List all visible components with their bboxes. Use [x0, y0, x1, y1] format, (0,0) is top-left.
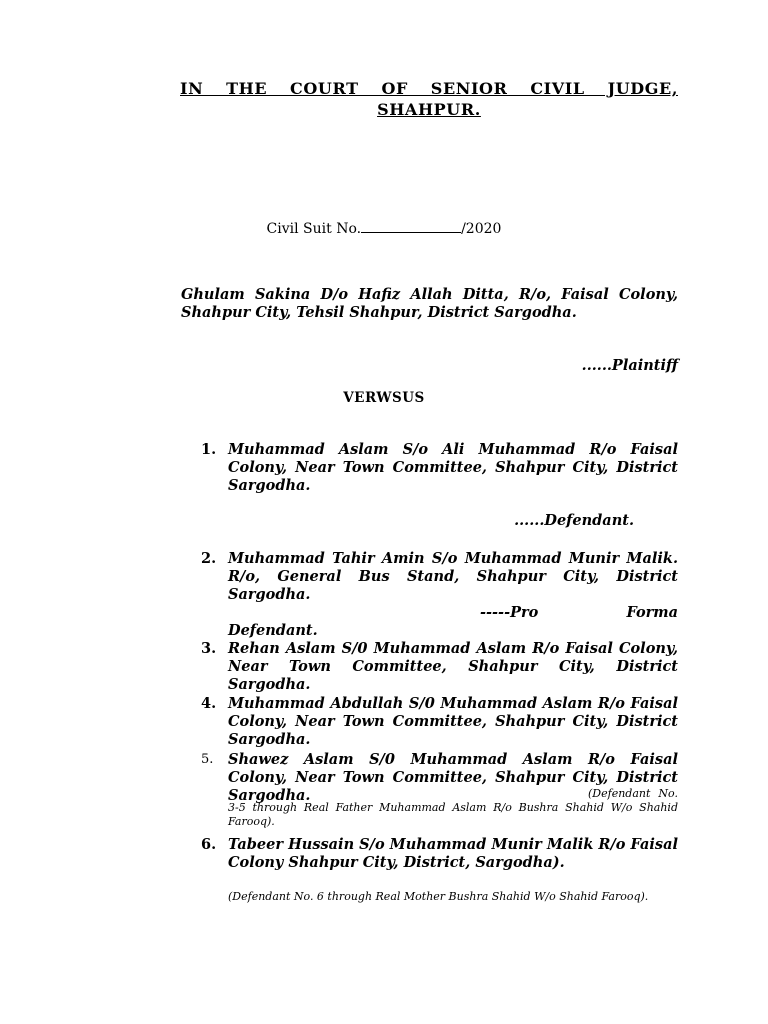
plaintiff-details: Ghulam Sakina D/o Hafiz Allah Ditta, R/o, Faisal Colony, Shahpur City, Tehsil Shahpur, District Sargodha.	[181, 286, 678, 321]
defendant-2-details: Muhammad Tahir Amin S/o Muhammad Munir Malik. R/o, General Bus Stand, Shahpur City, District Sargodha.	[228, 550, 678, 603]
defendant-3-details: Rehan Aslam S/0 Muhammad Aslam R/o Faisal Colony, Near Town Committee, Shahpur City, District Sargodha.	[228, 640, 678, 693]
civil-suit-number	[0, 220, 768, 238]
pro-forma-part3: Defendant.	[228, 622, 318, 639]
pro-forma-part2: Forma	[626, 604, 678, 621]
defendant-2-number: 2.	[201, 550, 217, 567]
suit-number-blank	[361, 220, 461, 233]
court-title-line2: SHAHPUR.	[377, 100, 481, 119]
suit-suffix: /2020	[461, 221, 502, 237]
defendant-6-details: Tabeer Hussain S/o Muhammad Munir Malik R/o Faisal Colony Shahpur City, District, Sargodha).	[228, 836, 678, 871]
defendant-6-note: (Defendant No. 6 through Real Mother Bushra Shahid W/o Shahid Farooq).	[228, 890, 649, 903]
defendant-4-number: 4.	[201, 695, 217, 712]
defendant-1-details: Muhammad Aslam S/o Ali Muhammad R/o Faisal Colony, Near Town Committee, Shahpur City, District Sargodha.	[228, 441, 678, 494]
court-title-line1: IN THE COURT OF SENIOR CIVIL JUDGE,	[180, 79, 678, 98]
defendant-4-details: Muhammad Abdullah S/0 Muhammad Aslam R/o Faisal Colony, Near Town Committee, Shahpur City, District Sargodha.	[228, 695, 678, 748]
defendant-5-note: (Defendant No. 3-5 through Real Father Muhammad Aslam R/o Bushra Shahid W/o Shahid Farooq).	[228, 787, 678, 828]
suit-prefix: Civil Suit No.	[266, 221, 362, 237]
plaintiff-label: ......Plaintiff	[581, 357, 678, 374]
defendant-5-number: 5.	[201, 752, 214, 767]
defendant-2-label	[228, 604, 678, 640]
defendant-1-number: 1.	[201, 441, 217, 458]
pro-forma-part1: -----Pro	[480, 604, 539, 621]
defendant-6-number: 6.	[201, 836, 217, 853]
defendant-1-label: ......Defendant.	[514, 512, 634, 529]
versus-heading: VERWSUS	[343, 390, 425, 406]
court-title	[180, 78, 678, 120]
defendant-5-details: Shawez Aslam S/0 Muhammad Aslam R/o Faisal Colony, Near Town Committee, Shahpur City, District Sargodha.	[228, 751, 678, 804]
defendant-3-number: 3.	[201, 640, 217, 657]
